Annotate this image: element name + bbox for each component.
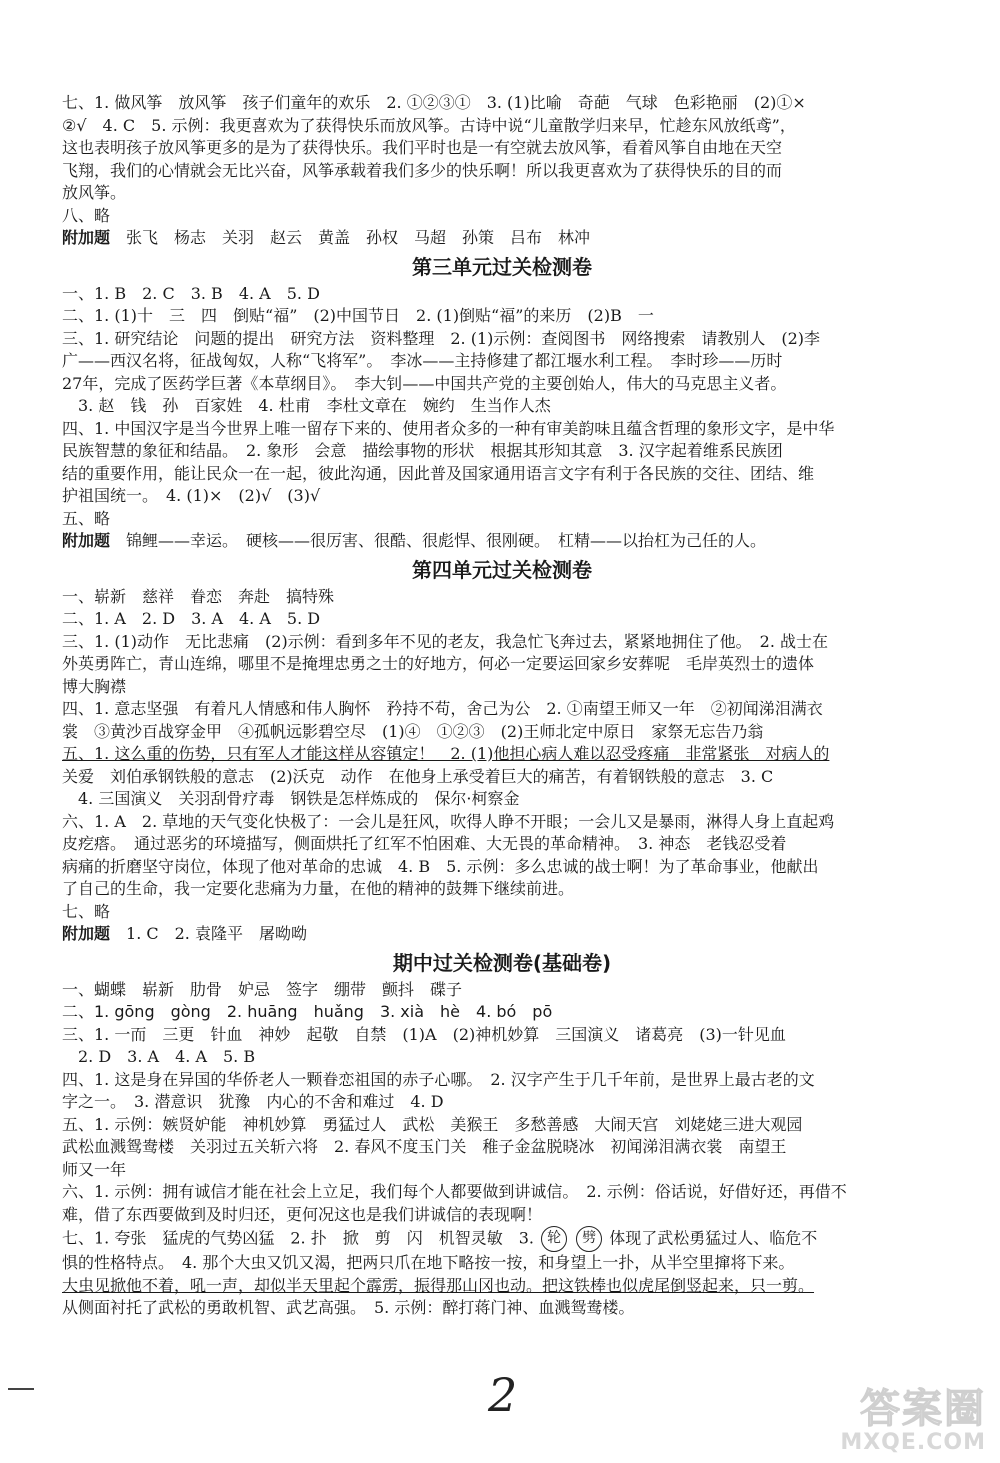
text-line: 武松血溅鸳鸯楼 关羽过五关斩六将 2. 春风不度玉门关 稚子金盆脱晓冰 初闻涕泪满衣裳 南望王 — [62, 1137, 787, 1156]
extra-question-line — [62, 530, 942, 553]
text-line: 广——西汉名将，征战匈奴，人称“飞将军”。 李冰——主持修建了都江堰水利工程。 李时珍——历时 — [62, 351, 783, 370]
circled-char: 轮 — [541, 1226, 567, 1252]
text-line-with-circles — [62, 1226, 942, 1252]
text-line: 一、蝴蝶 崭新 肋骨 妒忌 签字 绷带 颤抖 碟子 — [62, 979, 463, 999]
text-line: 七、1. 做风筝 放风筝 孩子们童年的欢乐 2. ①②③① 3. (1)比喻 奇葩 气球 色彩艳丽 (2)①× — [62, 93, 806, 112]
text-line: ②√ 4. C 5. 示例：我更喜欢为了获得快乐而放风筝。古诗中说“儿童散学归来早，忙趁东风放纸鸢”， — [62, 115, 796, 135]
section-title: 第三单元过关检测卷 — [412, 254, 592, 279]
text-line: 民族智慧的象征和结晶。 2. 象形 会意 描绘事物的形状 根据其形知其意 3. 汉字起着维系民族团 — [62, 441, 783, 460]
extra-question-text: 张飞 杨志 关羽 赵云 黄盖 孙权 马超 孙策 吕布 林冲 — [126, 228, 591, 247]
text-line: 五、1. 示例：嫉贤妒能 神机妙算 勇猛过人 武松 美猴王 多愁善感 大闹天宫 刘姥姥三进大观园 — [62, 1114, 803, 1134]
text-line: 飞翔，我们的心情就会无比兴奋，风筝承载着我们多少的快乐啊！所以我更喜欢为了获得快乐的目的而 — [62, 160, 783, 180]
text-line: 五、略 — [62, 508, 111, 528]
section-unit-3 — [62, 252, 942, 553]
text-line: 裳 ③黄沙百战穿金甲 ④孤帆远影碧空尽 (1)④ ①②③ (2)王师北定中原日 家祭无忘告乃翁 — [62, 721, 764, 741]
margin-dash — [8, 1388, 34, 1390]
text-line: 一、1. B 2. C 3. B 4. A 5. D — [62, 283, 320, 303]
text-line: 皮疙瘩。 通过恶劣的环境描写，侧面烘托了红军不怕困难、大无畏的革命精神。 3. 神态 老钱忍受着 — [62, 834, 787, 853]
text-line: 二、1. A 2. D 3. A 4. A 5. D — [62, 609, 321, 628]
watermark-top-text: 答案圈 — [860, 1386, 986, 1432]
extra-question-line — [62, 227, 942, 250]
text-line: 27年，完成了医药学巨著《本草纲目》。 李大钊——中国共产党的主要创始人，伟大的马克思主义者。 — [62, 373, 787, 393]
text-line-underlined: 大虫见掀他不着，吼一声，却似半天里起个霹雳，振得那山冈也动。把这铁棒也似虎尾倒竖起来，只一剪。 — [62, 1275, 815, 1295]
text-line: 难，借了东西要做到及时归还，更何况这也是我们讲诚信的表现啊！ — [62, 1204, 543, 1224]
text-segment: 七、1. 夸张 猛虎的气势凶猛 2. 扑 掀 剪 闪 机智灵敏 3. — [62, 1228, 534, 1248]
text-line: 结的重要作用，能让民众一在一起，彼此沟通，因此普及国家通用语言文字有利于各民族的交往、团结、维 — [62, 463, 815, 483]
extra-question-label: 附加题 — [62, 531, 111, 550]
text-line: 从侧面衬托了武松的勇敢机智、武艺高强。 5. 示例：醉打蒋门神、血溅鸳鸯楼。 — [62, 1298, 635, 1317]
text-line: 二、1. (1)十 三 四 倒贴“福” (2)中国节日 2. (1)倒贴“福”的来历 (2)B 一 — [62, 306, 654, 325]
text-line: 师又一年 — [62, 1159, 127, 1179]
text-line: 三、1. (1)动作 无比悲痛 (2)示例：看到多年不见的老友，我急忙飞奔过去，紧紧地拥住了他。 2. 战士在 — [62, 631, 829, 651]
text-line: 六、1. A 2. 草地的天气变化快极了：一会儿是狂风，吹得人睁不开眼；一会儿又是暴雨，淋得人身上直起鸡 — [62, 811, 835, 831]
text-line: 六、1. 示例：拥有诚信才能在社会上立足，我们每个人都要做到讲诚信。 2. 示例：俗话说，好借好还，再借不 — [62, 1182, 847, 1201]
text-line: 博大胸襟 — [62, 676, 127, 696]
watermark-logo — [836, 1377, 986, 1455]
text-line: 八、略 — [62, 205, 111, 225]
text-line: 七、略 — [62, 901, 111, 921]
page-number: 2 — [488, 1368, 518, 1422]
section-title: 第四单元过关检测卷 — [412, 557, 592, 582]
answer-page — [62, 92, 942, 1320]
text-line: 四、1. 意志坚强 有着凡人情感和伟人胸怀 矜持不苟，舍己为公 2. ①南望王师又一年 ②初闻涕泪满衣 — [62, 699, 823, 718]
text-segment: 体现了武松勇猛过人、临危不 — [609, 1228, 818, 1248]
text-line: 字之一。 3. 潜意识 犹豫 内心的不舍和难过 4. D — [62, 1092, 444, 1111]
text-line: 了自己的生命，我一定要化悲痛为力量，在他的精神的鼓舞下继续前进。 — [62, 879, 575, 898]
extra-question-label: 附加题 — [62, 924, 111, 943]
text-line: 四、1. 中国汉字是当今世界上唯一留存下来的、使用者众多的一种有审美韵味且蕴含哲理的象形文字，是中华 — [62, 418, 835, 438]
extra-question-line — [62, 923, 942, 946]
watermark-bottom-text: MXQE.COM — [840, 1430, 986, 1455]
text-line: 三、1. 研究结论 问题的提出 研究方法 资料整理 2. (1)示例：查阅图书 网络搜索 请教别人 (2)李 — [62, 328, 821, 348]
text-line-underlined: 五、1. 这么重的伤势，只有军人才能这样从容镇定！ 2. (1)他担心病人难以忍受疼痛 非常紧张 对病人的 — [62, 744, 830, 763]
text-line: 3. 赵 钱 孙 百家姓 4. 杜甫 李杜文章在 婉约 生当作人杰 — [62, 396, 551, 415]
text-line: 三、1. 一而 三更 针血 神妙 起敬 自禁 (1)A (2)神机妙算 三国演义 诸葛亮 (3)一针见血 — [62, 1024, 786, 1044]
text-line-pinyin: 二、1. gōng gòng 2. huāng huǎng 3. xià hè 4. bó pō — [62, 1002, 553, 1021]
section-midterm — [62, 948, 942, 1320]
extra-question-label: 附加题 — [62, 228, 111, 247]
text-line: 外英勇阵亡，青山连绵，哪里不是掩埋忠勇之士的好地方，何必一定要运回家乡安葬呢 毛岸英烈士的遗体 — [62, 654, 815, 673]
section-title: 期中过关检测卷(基础卷) — [392, 950, 612, 975]
text-line: 病痛的折磨坚守岗位，体现了他对革命的忠诚 4. B 5. 示例：多么忠诚的战士啊！为了革命事业，他献出 — [62, 856, 819, 876]
text-line: 关爱 刘伯承钢铁般的意志 (2)沃克 动作 在他身上承受着巨大的痛苦，有着钢铁般的意志 3. C — [62, 766, 774, 786]
text-line: 惧的性格特点。 4. 那个大虫又饥又渴，把两只爪在地下略按一按，和身望上一扑，从半空里撺将下来。 — [62, 1253, 795, 1272]
extra-question-text: 1. C 2. 袁隆平 屠呦呦 — [126, 924, 307, 943]
circled-char: 劈 — [576, 1226, 602, 1252]
section-unit-4 — [62, 555, 942, 946]
text-line: 四、1. 这是身在异国的华侨老人一颗眷恋祖国的赤子心哪。 2. 汉字产生于几千年前，是世界上最古老的文 — [62, 1069, 815, 1089]
extra-question-text: 锦鲤——幸运。 硬核——很厉害、很酷、很彪悍、很刚硬。 杠精——以抬杠为己任的人。 — [126, 531, 767, 550]
text-line: 一、崭新 慈祥 眷恋 奔赴 搞特殊 — [62, 586, 335, 606]
text-line: 4. 三国演义 关羽刮骨疗毒 钢铁是怎样炼成的 保尔·柯察金 — [62, 789, 520, 808]
text-line: 2. D 3. A 4. A 5. B — [62, 1047, 256, 1066]
text-line: 护祖国统一。 4. (1)× (2)√ (3)√ — [62, 486, 321, 505]
section-prev-unit — [62, 92, 942, 250]
text-line: 放风筝。 — [62, 183, 127, 202]
text-line: 这也表明孩子放风筝更多的是为了获得快乐。我们平时也是一有空就去放风筝，看着风筝自由地在天空 — [62, 138, 783, 157]
